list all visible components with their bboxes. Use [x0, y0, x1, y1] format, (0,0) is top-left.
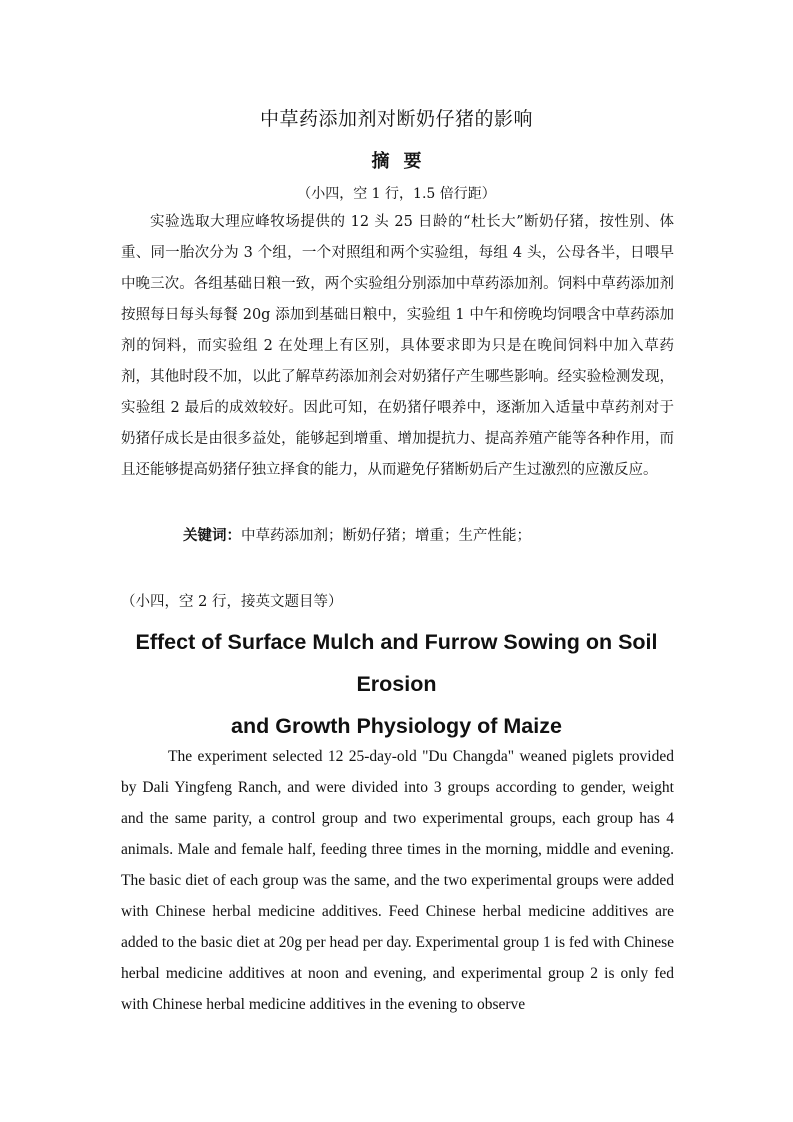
keywords-line: [183, 524, 673, 545]
english-title: [60, 621, 733, 747]
english-title-line-1: Effect of Surface Mulch and Furrow Sowing on Soil: [135, 630, 658, 654]
format-note-1: （小四，空 1 行，1.5 倍行距）: [297, 186, 496, 202]
keywords-text: 中草药添加剂；断奶仔猪；增重；生产性能；: [241, 528, 531, 544]
english-abstract: The experiment selected 12 25-day-old "Du Changda" weaned piglets provided by Dali Yingfeng Ranch, and were divided into 3 groups according to gender, weight and the same parity, a control group and two experimental groups, each group has 4 animals. Male and female half, feeding three times in the morning, middle and evening. The basic diet of each group was the same, and the two experimental groups were added with Chinese herbal medicine additives. Feed Chinese herbal medicine additives are added to the basic diet at 20g per head per day. Experimental group 1 is fed with Chinese herbal medicine additives at noon and evening, and experimental group 2 is only fed with Chinese herbal medicine additives in the evening to observe: [121, 748, 674, 1013]
abstract-heading: 摘要: [371, 151, 436, 172]
english-title-line-2: Erosion: [356, 672, 437, 696]
keywords-label: 关键词：: [183, 527, 241, 544]
chinese-title: 中草药添加剂对断奶仔猪的影响: [259, 108, 533, 130]
english-title-line-3: and Growth Physiology of Maize: [231, 714, 562, 738]
format-note-2: （小四，空 2 行，接英文题目等）: [121, 594, 343, 610]
chinese-abstract: 实验选取大理应峰牧场提供的 12 头 25 日龄的“杜长大”断奶仔猪，按性别、体重、同一胎次分为 3 个组，一个对照组和两个实验组，每组 4 头，公母各半，日喂早中晚三次。各组基础日粮一致，两个实验组分别添加中草药添加剂。饲料中草药添加剂按照每日每头每餐 20g 添加到基础日粮中，实验组 1 中午和傍晚均饲喂含中草药添加剂的饲料，而实验组 2 在处理上有区别，具体要求即为只是在晚间饲料中加入草药剂，其他时段不加，以此了解草药添加剂会对奶猪仔产生哪些影响。经实验检测发现，实验组 2 最后的成效较好。因此可知，在奶猪仔喂养中，逐渐加入适量中草药剂对于奶猪仔成长是由很多益处，能够起到增重、增加提抗力、提高养殖产能等各种作用，而且还能够提高奶猪仔独立择食的能力，从而避免仔猪断奶后产生过激烈的应激反应。: [121, 214, 674, 478]
